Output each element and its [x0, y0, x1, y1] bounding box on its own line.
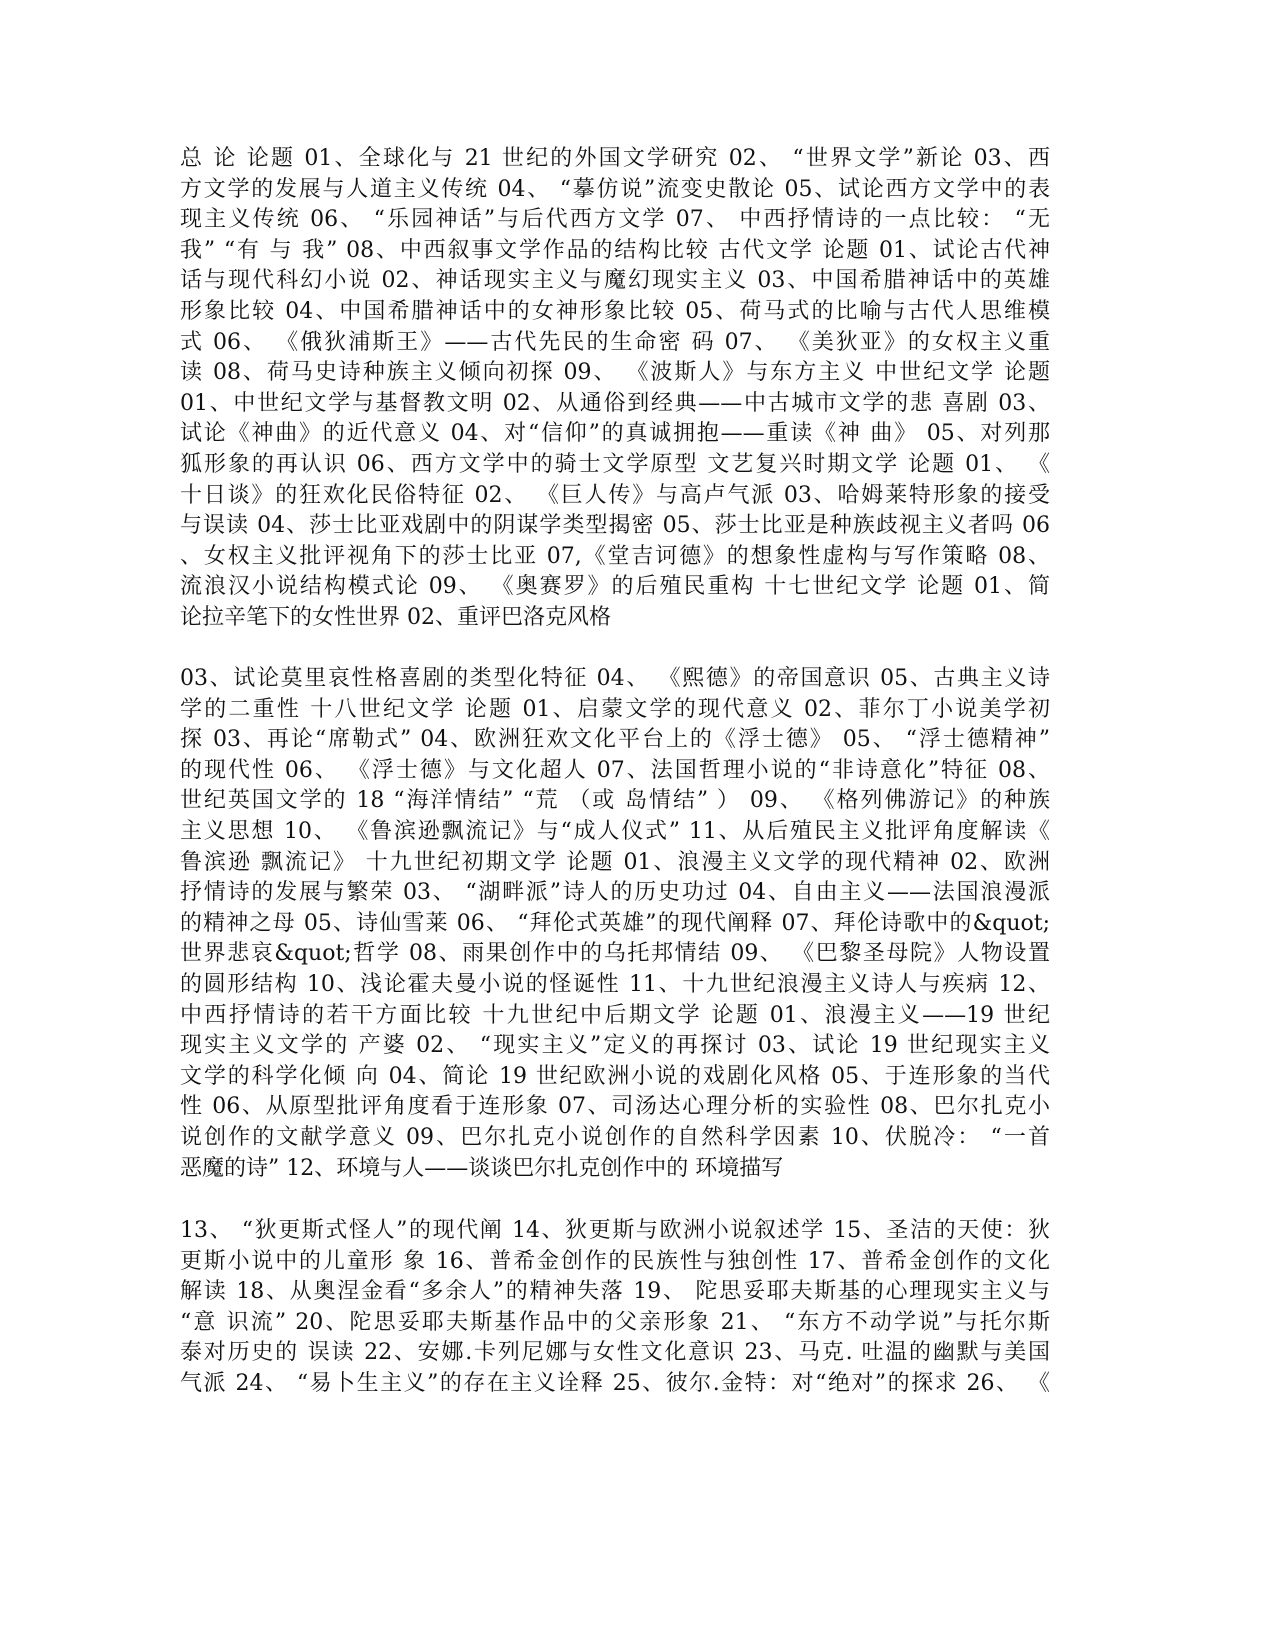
text-line: 形象比较 04、中国希腊神话中的女神形象比较 05、荷马式的比喻与古代人思维模 [180, 298, 1050, 324]
text-line: 世纪英国文学的 18 “海洋情结” “荒 （或 岛情结” ） 09、 《格列佛游记》的种族 [180, 788, 1050, 814]
text-line: 十日谈》的狂欢化民俗特征 02、 《巨人传》与高卢气派 03、哈姆莱特形象的接受 [180, 482, 1050, 508]
text-line: 13、 “狄更斯式怪人”的现代阐 14、狄更斯与欧洲小说叙述学 15、圣洁的天使：狄 [180, 1218, 1050, 1243]
text-line: 更斯小说中的儿童形 象 16、普希金创作的民族性与独创性 17、普希金创作的文化 [180, 1248, 1050, 1274]
text-line: 总 论 论题 01、全球化与 21 世纪的外国文学研究 02、 “世界文学”新论 03、西 [180, 146, 1050, 171]
text-line: 文学的科学化倾 向 04、简论 19 世纪欧洲小说的戏剧化风格 05、于连形象的当代 [180, 1063, 1050, 1089]
text-line: 恶魔的诗” 12、环境与人——谈谈巴尔扎克创作中的 环境描写 [180, 1155, 784, 1181]
text-line: 、女权主义批评视角下的莎士比亚 07,《堂吉诃德》的想象性虚构与写作策略 08、 [180, 543, 1050, 569]
text-line: 世界悲哀&quot;哲学 08、雨果创作中的乌托邦情结 09、 《巴黎圣母院》人物设置 [180, 941, 1050, 967]
text-line: 01、中世纪文学与基督教文明 02、从通俗到经典——中古城市文学的悲 喜剧 03、 [180, 390, 1050, 416]
text-line: 泰对历史的 误读 22、安娜.卡列尼娜与女性文化意识 23、马克. 吐温的幽默与美国 [180, 1340, 1050, 1366]
text-line: 与误读 04、莎士比亚戏剧中的阴谋学类型揭密 05、莎士比亚是种族歧视主义者吗 06 [180, 513, 1050, 539]
text-line: 学的二重性 十八世纪文学 论题 01、启蒙文学的现代意义 02、菲尔丁小说美学初 [180, 696, 1050, 722]
text-line: 的精神之母 05、诗仙雪莱 06、 “拜伦式英雄”的现代阐释 07、拜伦诗歌中的&quot; [180, 910, 1050, 936]
text-line: 式 06、 《俄狄浦斯王》——古代先民的生命密 码 07、 《美狄亚》的女权主义重 [180, 329, 1050, 355]
text-line: 话与现代科幻小说 02、神话现实主义与魔幻现实主义 03、中国希腊神话中的英雄 [180, 268, 1050, 294]
text-line: 的现代性 06、 《浮士德》与文化超人 07、法国哲理小说的“非诗意化”特征 08、 [180, 757, 1050, 783]
text-line: 气派 24、 “易卜生主义”的存在主义诠释 25、彼尔.金特：对“绝对”的探求 26、 《 [180, 1370, 1050, 1396]
paragraph-2 [180, 664, 1050, 1184]
text-line: 中西抒情诗的若干方面比较 十九世纪中后期文学 论题 01、浪漫主义——19 世纪 [180, 1002, 1050, 1028]
text-line: 现实主义文学的 产婆 02、 “现实主义”定义的再探讨 03、试论 19 世纪现实主义 [180, 1033, 1050, 1059]
text-line: 现主义传统 06、 “乐园神话”与后代西方文学 07、 中西抒情诗的一点比较： “无 [180, 207, 1050, 233]
paragraph-3 [180, 1216, 1050, 1400]
text-line: 论拉辛笔下的女性世界 02、重评巴洛克风格 [180, 604, 611, 630]
text-line: 鲁滨逊 飘流记》 十九世纪初期文学 论题 01、浪漫主义文学的现代精神 02、欧洲 [180, 849, 1050, 875]
text-line: 的圆形结构 10、浅论霍夫曼小说的怪诞性 11、十九世纪浪漫主义诗人与疾病 12、 [180, 971, 1050, 997]
text-line: 性 06、从原型批评角度看于连形象 07、司汤达心理分析的实验性 08、巴尔扎克小 [180, 1094, 1050, 1120]
text-line: 解读 18、从奥涅金看“多余人”的精神失落 19、 陀思妥耶夫斯基的心理现实主义与 [180, 1279, 1050, 1305]
text-line: 狐形象的再认识 06、西方文学中的骑士文学原型 文艺复兴时期文学 论题 01、 《 [180, 451, 1050, 477]
text-line: 主义思想 10、 《鲁滨逊飘流记》与“成人仪式” 11、从后殖民主义批评角度解读《 [180, 818, 1050, 844]
text-line: “意 识流” 20、陀思妥耶夫斯基作品中的父亲形象 21、 “东方不动学说”与托尔斯 [180, 1309, 1050, 1335]
text-line: 读 08、荷马史诗种族主义倾向初探 09、 《波斯人》与东方主义 中世纪文学 论题 [180, 360, 1050, 386]
text-line: 03、试论莫里哀性格喜剧的类型化特征 04、 《熙德》的帝国意识 05、古典主义诗 [180, 666, 1050, 691]
text-line: 试论《神曲》的近代意义 04、对“信仰”的真诚拥抱——重读《神 曲》 05、对列那 [180, 421, 1050, 447]
text-line: 我” “有 与 我” 08、中西叙事文学作品的结构比较 古代文学 论题 01、试论古代神 [180, 237, 1050, 263]
text-line: 抒情诗的发展与繁荣 03、 “湖畔派”诗人的历史功过 04、自由主义——法国浪漫派 [180, 880, 1050, 906]
text-line: 探 03、再论“席勒式” 04、欧洲狂欢文化平台上的《浮士德》 05、 “浮士德精神” [180, 727, 1050, 753]
text-line: 方文学的发展与人道主义传统 04、 “摹仿说”流变史散论 05、试论西方文学中的表 [180, 176, 1050, 202]
text-line: 流浪汉小说结构模式论 09、 《奥赛罗》的后殖民重构 十七世纪文学 论题 01、简 [180, 574, 1050, 600]
text-line: 说创作的文献学意义 09、巴尔扎克小说创作的自然科学因素 10、伏脱冷： “一首 [180, 1124, 1050, 1150]
paragraph-1 [180, 144, 1050, 634]
